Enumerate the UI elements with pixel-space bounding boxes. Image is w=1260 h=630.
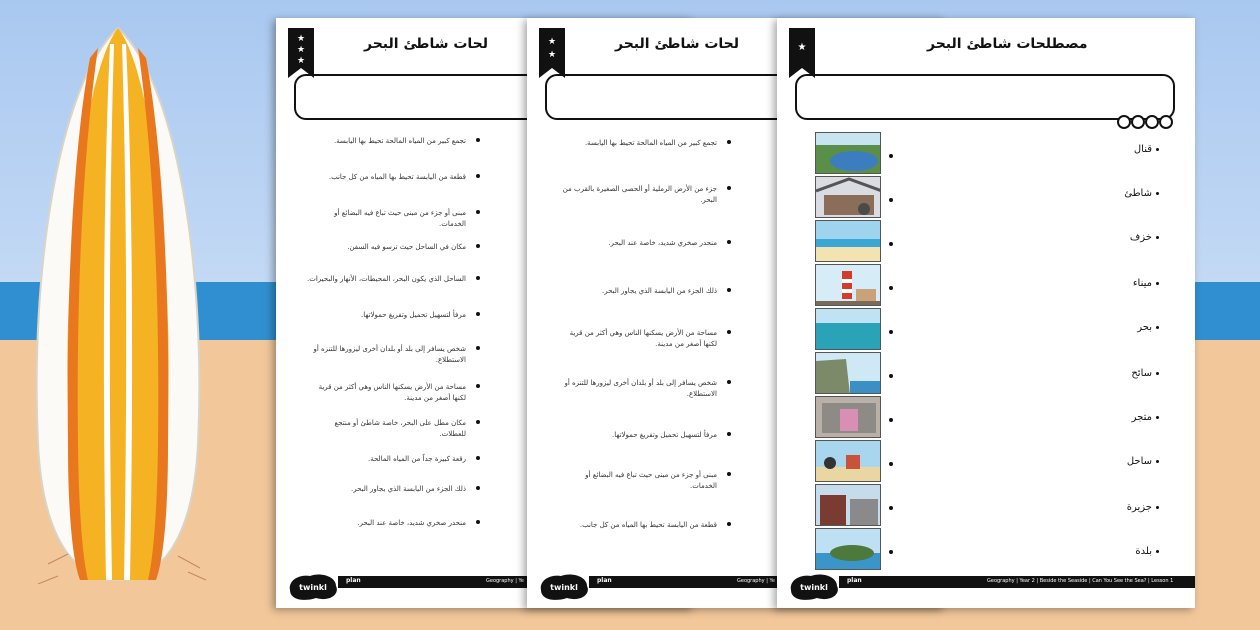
definition-item: مبنى أو جزء من مبنى حيث تباع فيه البضائع أو الخدمات.	[306, 208, 466, 230]
footer-brand: twinkl	[550, 583, 578, 592]
vocab-word: ميناء	[1059, 278, 1159, 289]
definition-item: مكان مطل على البحر، خاصة شاطئ أو منتجع للعطلات.	[306, 418, 466, 440]
vocab-word: شاطئ	[1059, 188, 1159, 199]
three-star-bookmark-icon	[288, 28, 314, 78]
footer-brand: twinkl	[800, 583, 828, 592]
answer-bullet	[889, 462, 893, 466]
definition-item: تجمع كبير من المياه المالحة تحيط بها اليابسة.	[557, 138, 717, 149]
definition-item: الساحل الذي يكون البحر، المحيطات، الأنهار والبحيرات.	[306, 274, 466, 285]
vocab-word: سائح	[1059, 368, 1159, 379]
answer-bullet	[889, 374, 893, 378]
footer-text: Geography | Ye	[737, 578, 775, 584]
footer-brand: twinkl	[299, 583, 327, 592]
definition-item: ذلك الجزء من اليابسة الذي يجاور البحر.	[306, 484, 466, 495]
worksheet-title: مصطلحات شاطئ البحر	[927, 36, 1088, 52]
definition-item: قطعة من اليابسة تحيط بها المياه من كل جانب.	[306, 172, 466, 183]
definition-item: مساحة من الأرض يسكنها الناس وهي أكثر من قرية لكنها أصغر من مدينة.	[306, 382, 466, 404]
svg-text:★: ★	[797, 42, 807, 53]
worksheet-title: لحات شاطئ البحر	[615, 36, 740, 52]
definition-item: تجمع كبير من المياه المالحة تحيط بها اليابسة.	[306, 136, 466, 147]
vocab-word: متجر	[1059, 412, 1159, 423]
tourist-picture	[815, 396, 881, 438]
answer-bullet	[889, 154, 893, 158]
definition-item: رقعة كبيرة جداً من المياه المالحة.	[306, 454, 466, 465]
answer-bullet	[889, 198, 893, 202]
vocab-word: بلدة	[1059, 546, 1159, 557]
definition-item: قطعة من اليابسة تحيط بها المياه من كل جانب.	[557, 520, 717, 531]
svg-text:★: ★	[547, 37, 557, 47]
answer-bullet	[889, 330, 893, 334]
sea-picture	[815, 308, 881, 350]
worksheet-title: لحات شاطئ البحر	[364, 36, 489, 52]
answer-bullet	[889, 418, 893, 422]
coast-picture	[815, 440, 881, 482]
footer-plan-label: plan	[847, 577, 862, 584]
definition-item: منحدر صخري شديد، خاصة عند البحر.	[557, 238, 717, 249]
twinkl-logo-icon	[537, 572, 591, 602]
definition-item: مساحة من الأرض يسكنها الناس وهي أكثر من قرية لكنها أصغر من مدينة.	[557, 328, 717, 350]
svg-text:★: ★	[296, 45, 306, 55]
footer-text: Geography | Ye	[486, 578, 524, 584]
svg-text:★: ★	[547, 50, 557, 60]
definition-item: مبنى أو جزء من مبنى حيث تباع فيه البضائع أو الخدمات.	[557, 470, 717, 492]
island-picture	[815, 528, 881, 570]
answer-bullet	[889, 242, 893, 246]
svg-text:★: ★	[296, 34, 306, 44]
worksheet-one-star	[777, 18, 1195, 608]
beach-picture	[815, 220, 881, 262]
harbour-picture	[815, 132, 881, 174]
vocab-word: جزيرة	[1059, 502, 1159, 513]
svg-text:★: ★	[296, 56, 306, 66]
answer-bullet	[889, 550, 893, 554]
vocab-word: قنال	[1059, 144, 1159, 155]
two-star-bookmark-icon	[539, 28, 565, 78]
definition-item: مرفأ لتسهيل تحميل وتفريغ حمولاتها.	[557, 430, 717, 441]
definition-item: شخص يسافر إلى بلد أو بلدان أخرى ليزورها للتنزه أو الاستطلاع.	[306, 344, 466, 366]
footer-plan-label: plan	[597, 577, 612, 584]
footer	[777, 572, 1195, 608]
vocab-word: ساحل	[1059, 456, 1159, 467]
surfboard-illustration	[28, 24, 208, 584]
chain-decoration-icon	[1115, 114, 1177, 130]
definition-item: جزء من الأرض الرملية أو الحصى الصغيرة بالقرب من البحر.	[557, 184, 717, 206]
vocab-word: خزف	[1059, 232, 1159, 243]
cliff-picture	[815, 352, 881, 394]
definition-item: منحدر صخري شديد، خاصة عند البحر.	[306, 518, 466, 529]
footer-text: Geography | Year 2 | Beside the Seaside | Can You See the Sea? | Lesson 1	[987, 578, 1174, 584]
lighthouse-picture	[815, 264, 881, 306]
answer-bullet	[889, 286, 893, 290]
twinkl-logo-icon	[787, 572, 841, 602]
definition-item: ذلك الجزء من اليابسة الذي يجاور البحر.	[557, 286, 717, 297]
twinkl-logo-icon	[286, 572, 340, 602]
footer-plan-label: plan	[346, 577, 361, 584]
town-picture	[815, 484, 881, 526]
definition-item: مكان في الساحل حيث ترسو فيه السفن.	[306, 242, 466, 253]
definition-item: مرفأ لتسهيل تحميل وتفريغ حمولاتها.	[306, 310, 466, 321]
vocab-word: بحر	[1059, 322, 1159, 333]
answer-bullet	[889, 506, 893, 510]
one-star-bookmark-icon	[789, 28, 815, 78]
shop-picture	[815, 176, 881, 218]
definition-item: شخص يسافر إلى بلد أو بلدان أخرى ليزورها للتنزه أو الاستطلاع.	[557, 378, 717, 400]
